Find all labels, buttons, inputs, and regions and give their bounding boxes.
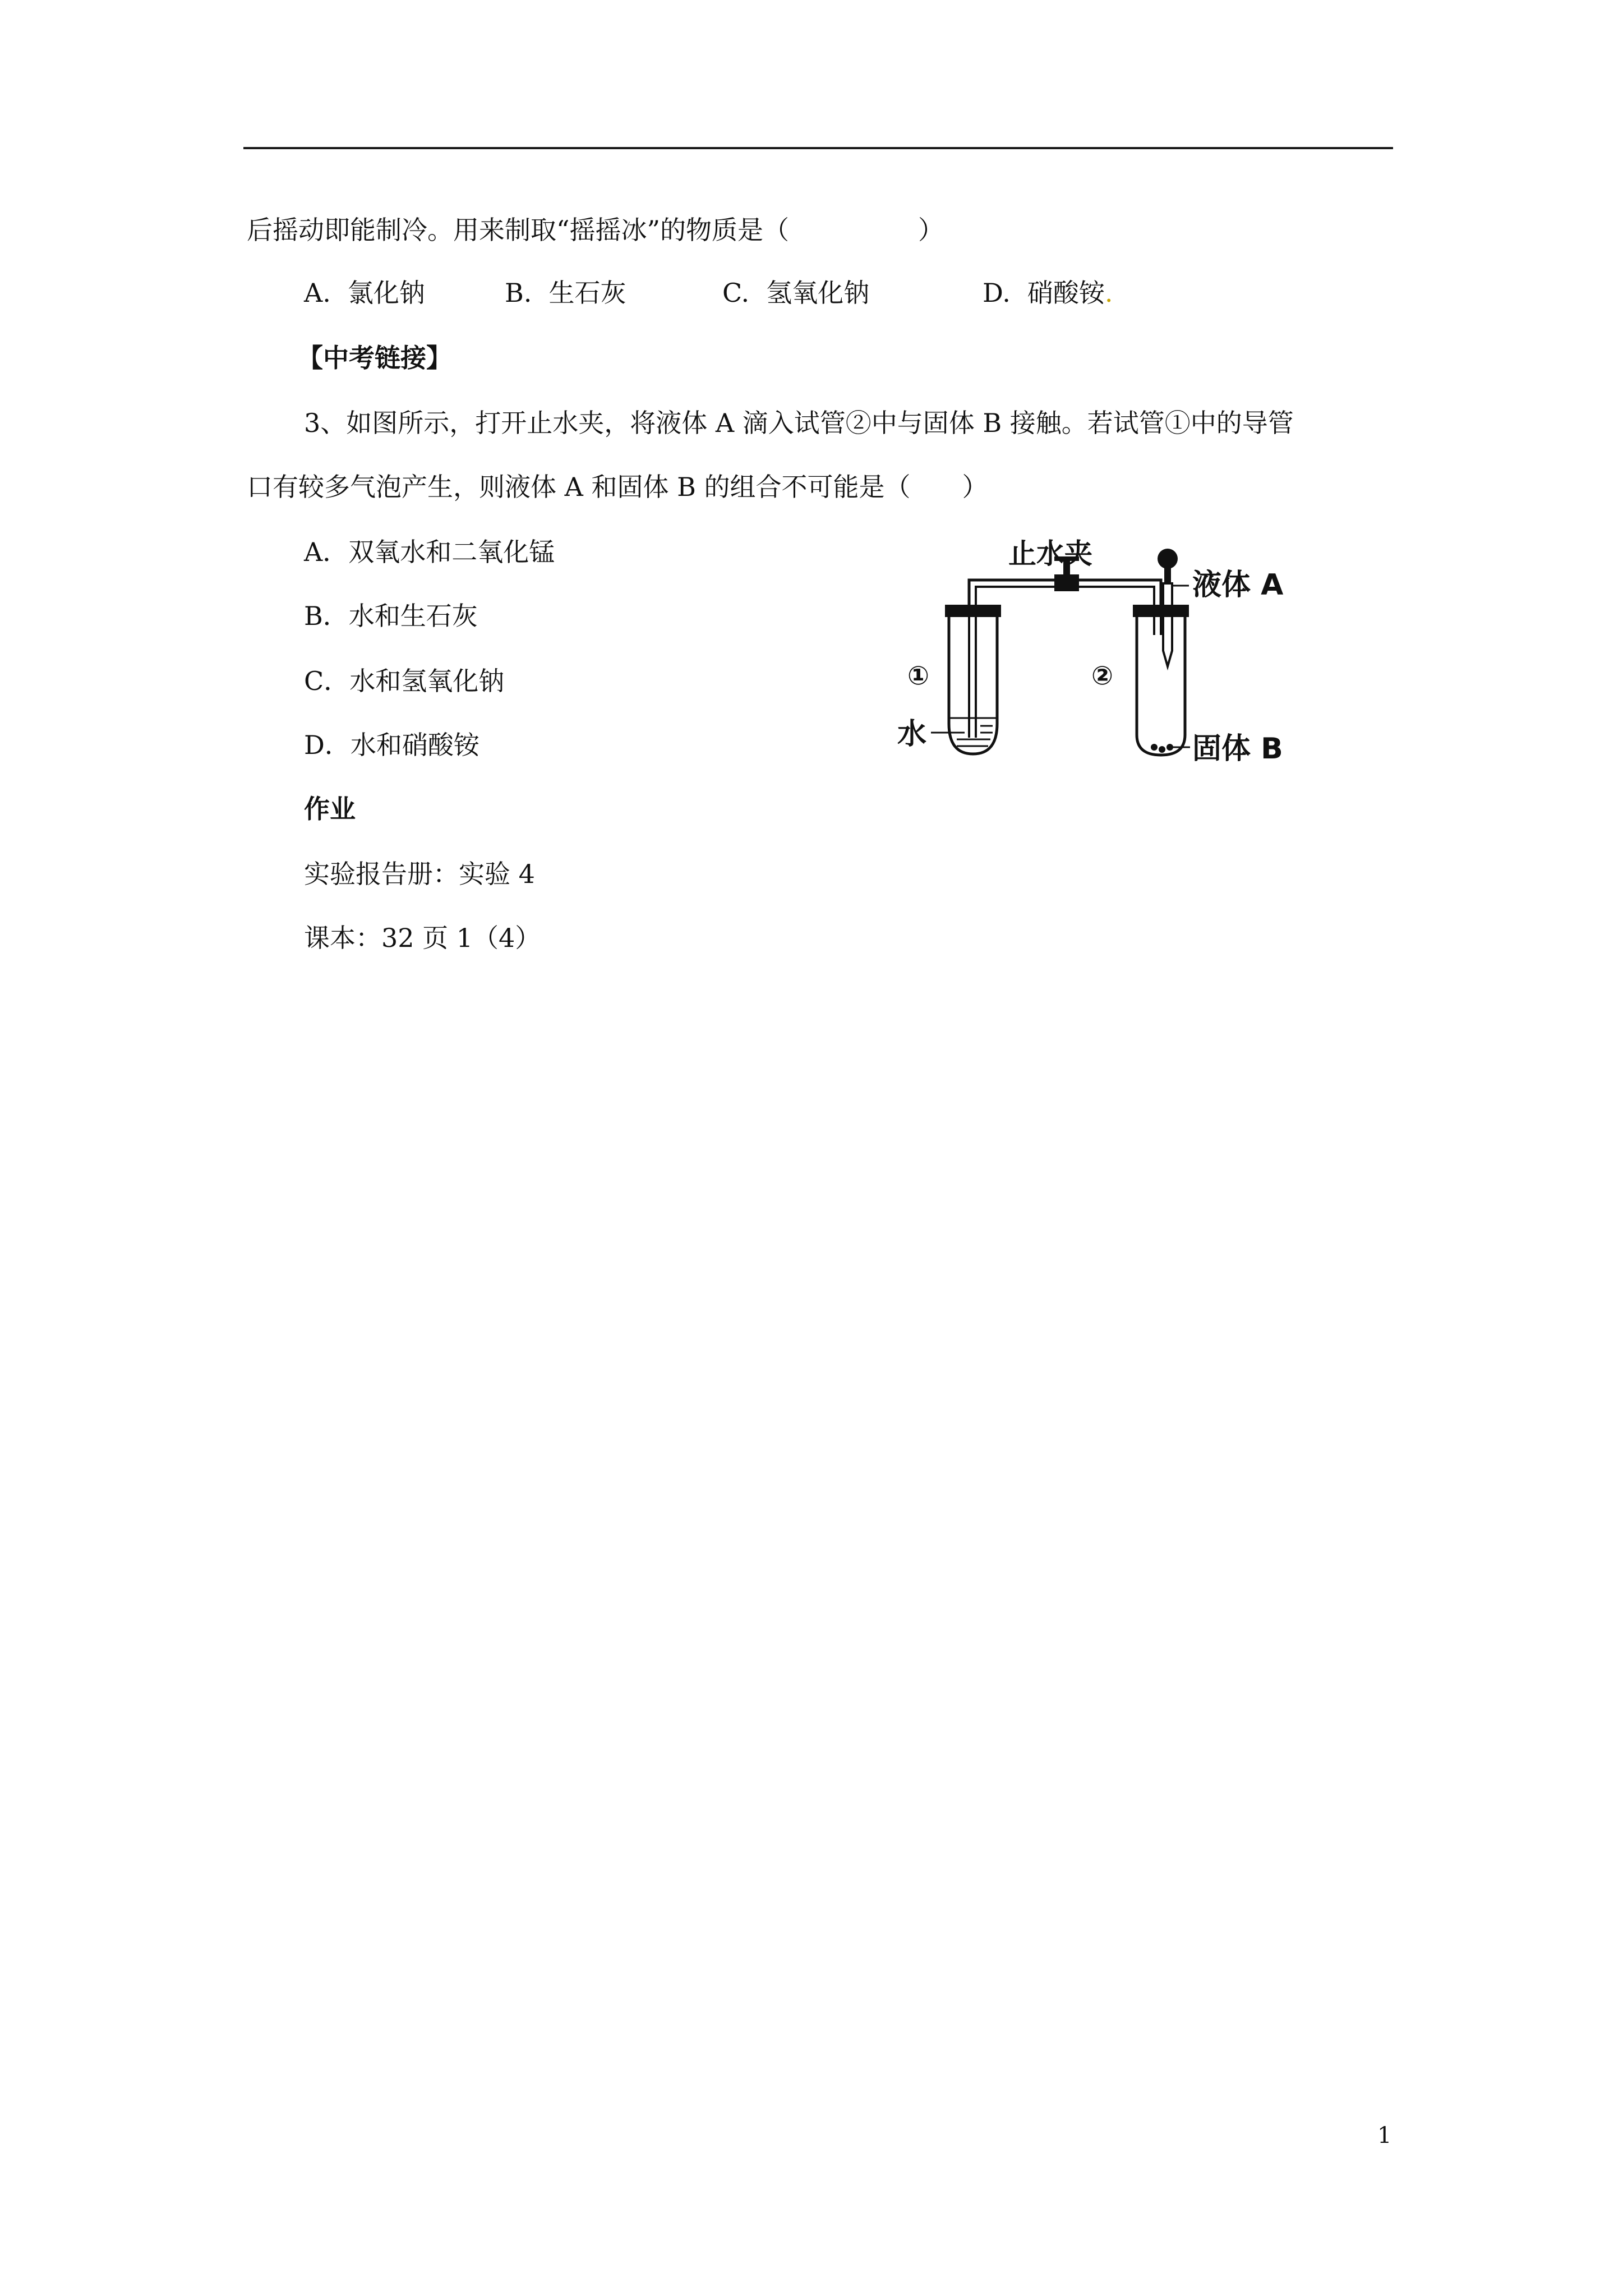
liquid-label: 液体 A: [1192, 568, 1284, 602]
clamp-label: 止水夹: [1008, 539, 1092, 570]
tube1-stopper: [945, 605, 1001, 617]
q2-option-c-text: 氢氧化钠: [766, 278, 870, 308]
page-number: 1: [1377, 2123, 1392, 2148]
q2-option-a: [304, 276, 425, 310]
q3-stem-line2: 口有较多气泡产生，则液体 A 和固体 B 的组合不可能是（ ）: [247, 472, 988, 502]
q2-option-c-letter: C.: [722, 278, 750, 308]
dropper-neck: [1164, 567, 1171, 583]
homework-heading: 作业: [304, 794, 356, 824]
q2-option-d: [983, 276, 1113, 310]
tube1-mark: ①: [907, 660, 929, 691]
dropper-tube: [1163, 583, 1172, 666]
section-heading: 【中考链接】: [297, 343, 452, 373]
q2-option-c: [722, 276, 869, 310]
q2-option-d-letter: D.: [983, 278, 1011, 308]
homework-line2: 课本：32 页 1（4）: [304, 923, 541, 953]
homework-line1: 实验报告册：实验 4: [304, 859, 535, 889]
q2-option-b: [505, 276, 626, 310]
q2-option-b-text: 生石灰: [548, 278, 626, 308]
header-rule: [243, 147, 1393, 149]
tube2-body: [1137, 617, 1185, 755]
q2-option-a-letter: A.: [304, 278, 331, 308]
q3-option-b: B．水和生石灰: [304, 601, 478, 631]
q2-trailing-dot: .: [1104, 278, 1113, 308]
tube2-mark: ②: [1091, 660, 1113, 691]
q3-option-c: C．水和氢氧化钠: [304, 666, 505, 696]
q2-option-a-text: 氯化钠: [347, 278, 425, 308]
q2-stem: 后摇动即能制冷。用来制取“摇摇冰”的物质是（ ）: [247, 215, 944, 245]
q2-option-b-letter: B.: [505, 278, 532, 308]
apparatus-figure: [892, 539, 1318, 774]
solid-b-grain-1: [1151, 744, 1158, 751]
solid-label: 固体 B: [1192, 732, 1283, 766]
q3-option-a: A．双氧水和二氧化锰: [304, 537, 555, 567]
apparatus-diagram: [892, 539, 1318, 774]
water-label: 水: [897, 717, 927, 751]
dropper-bulb: [1158, 549, 1178, 569]
stop-clamp: [1054, 574, 1079, 591]
q3-stem-line1: 3、如图所示，打开止水夹，将液体 A 滴入试管②中与固体 B 接触。若试管①中的导管: [304, 408, 1294, 438]
q2-option-d-text: 硝酸铵: [1027, 278, 1105, 308]
q3-option-d: D．水和硝酸铵: [304, 730, 479, 760]
solid-b-grain-2: [1159, 746, 1165, 753]
